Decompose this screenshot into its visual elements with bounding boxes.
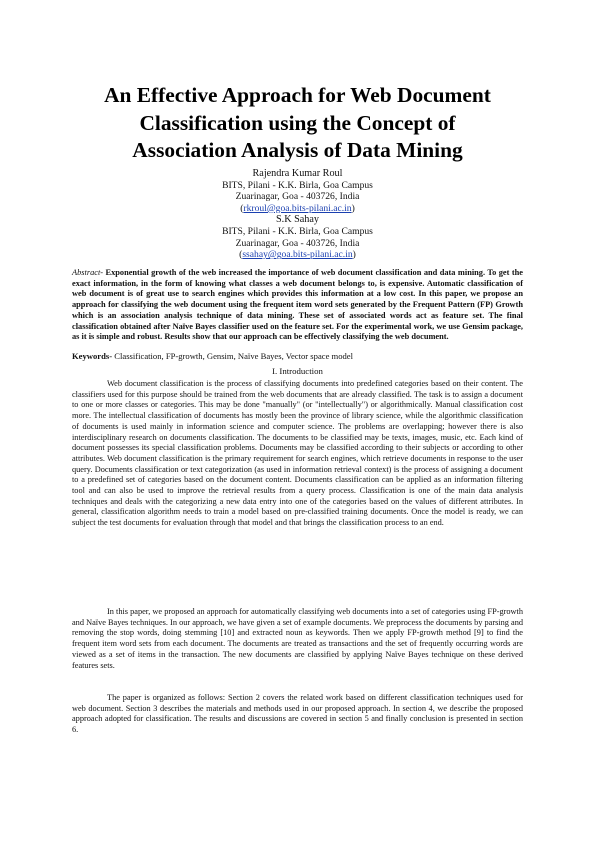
author-address: Zuarinagar, Goa - 403726, India bbox=[235, 191, 360, 203]
author-affiliation: BITS, Pilani - K.K. Birla, Goa Campus bbox=[222, 179, 373, 191]
paper-title bbox=[40, 82, 555, 165]
author-block bbox=[60, 168, 535, 261]
abstract-label: Abstract- bbox=[72, 268, 104, 277]
abstract-text: Exponential growth of the web increased the importance of web document classification and data mining. To get the exact information, in the form of knowing what classes a web document belongs to, is expensive. Automatic classification of web document is of great use to search engines which provides this information at a low cost. In this paper, we propose an approach for classifying the web document using the frequent item word sets generated by the Frequent Pattern (FP) Growth which is an association analysis technique of data mining. These set of associated words act as feature set. The final classification obtained after Naïve Bayes classifier used on the feature set. For the experimental work, we use Gensim package, as it is simple and robust. Results show that our approach can be effectively classifying the web document. bbox=[72, 268, 523, 342]
section-heading: I. Introduction bbox=[272, 366, 323, 376]
paragraph: In this paper, we proposed an approach for automatically classifying web documents into a set of categories using FP-growth and Naïve Bayes techniques. In our approach, we have given a set of example documents. We preprocess the documents by parsing and removing the stop words, doing stemming [10] and extracted noun as keywords. Then we apply FP-growth method [9] to find the frequent item word sets from each document. The documents are treated as transactions and the set of frequently occurring words are viewed as a set of items in the transaction. The new documents are classified by applying Naïve Bayes technique on these derived features sets. bbox=[72, 607, 523, 670]
title-line: An Effective Approach for Web Document bbox=[104, 83, 491, 107]
keywords bbox=[72, 351, 523, 362]
paragraph: The paper is organized as follows: Section 2 covers the related work based on different classification techniques used for web document. Section 3 describes the materials and methods used in our proposed approach. In section 4, we describe the proposed approach adopted for classification. The results and discussions are covered in section 5 and finally conclusion is presented in section 6. bbox=[72, 693, 523, 735]
author-name: S.K Sahay bbox=[275, 214, 319, 226]
keywords-text: Classification, FP-growth, Gensim, Naïve Bayes, Vector space model bbox=[114, 351, 354, 361]
author-email-link[interactable]: rkroul@goa.bits-pilani.ac.in bbox=[243, 202, 352, 214]
title-line: Classification using the Concept of bbox=[139, 110, 456, 135]
paragraph: Web document classification is the process of classifying documents into predefined categories based on their content. The classifiers used for this purpose should be trained from the web documents that are already classified. The task is to assign a document to one or more classes or categories. This may be done "manually" (or "intellectually") or algorithmically. Manual classification cost more. The intellectual classification of documents has mostly been the province of library science, while the algorithmic classification of documents is used mainly in information science and computer science. The problems are overlapping; however there is also interdisciplinary research on documents classification. The documents to be classified may be texts, images, music, etc. Each kind of document possesses its special classification problems. Documents may be classified according to their subjects or according to other attributes. Web document classification is the primary requirement for search engines, which retrieve documents in response to the user query. Documents classification or text categorization (as used in information retrieval context) is the process of assigning a document to a predefined set of categories based on the document content. Documents classification can be applied as an information filtering tool and can also be used to improve the retrieval results from a query process. Classification is one of the main data analysis techniques and deals with the categorizing a new data entry into one of the categories based on the values of different attributes. In general, classification algorithm needs to train a model based on pre-classified training documents. Once the model is ready, we can subject the test documents for evaluation through that model and that brings the classification process to an end. bbox=[72, 379, 523, 528]
author-email-line: (rkroul@goa.bits-pilani.ac.in) bbox=[240, 202, 355, 214]
keywords-label: Keywords- bbox=[72, 351, 113, 361]
author-affiliation: BITS, Pilani - K.K. Birla, Goa Campus bbox=[222, 225, 373, 237]
author-address: Zuarinagar, Goa - 403726, India bbox=[235, 237, 360, 249]
author-name: Rajendra Kumar Roul bbox=[252, 168, 343, 179]
author-email-link[interactable]: ssahay@goa.bits-pilani.ac.in bbox=[242, 249, 353, 261]
abstract bbox=[72, 268, 523, 343]
author-email-line: (ssahay@goa.bits-pilani.ac.in) bbox=[239, 249, 356, 261]
title-line: Association Analysis of Data Mining bbox=[132, 138, 463, 162]
